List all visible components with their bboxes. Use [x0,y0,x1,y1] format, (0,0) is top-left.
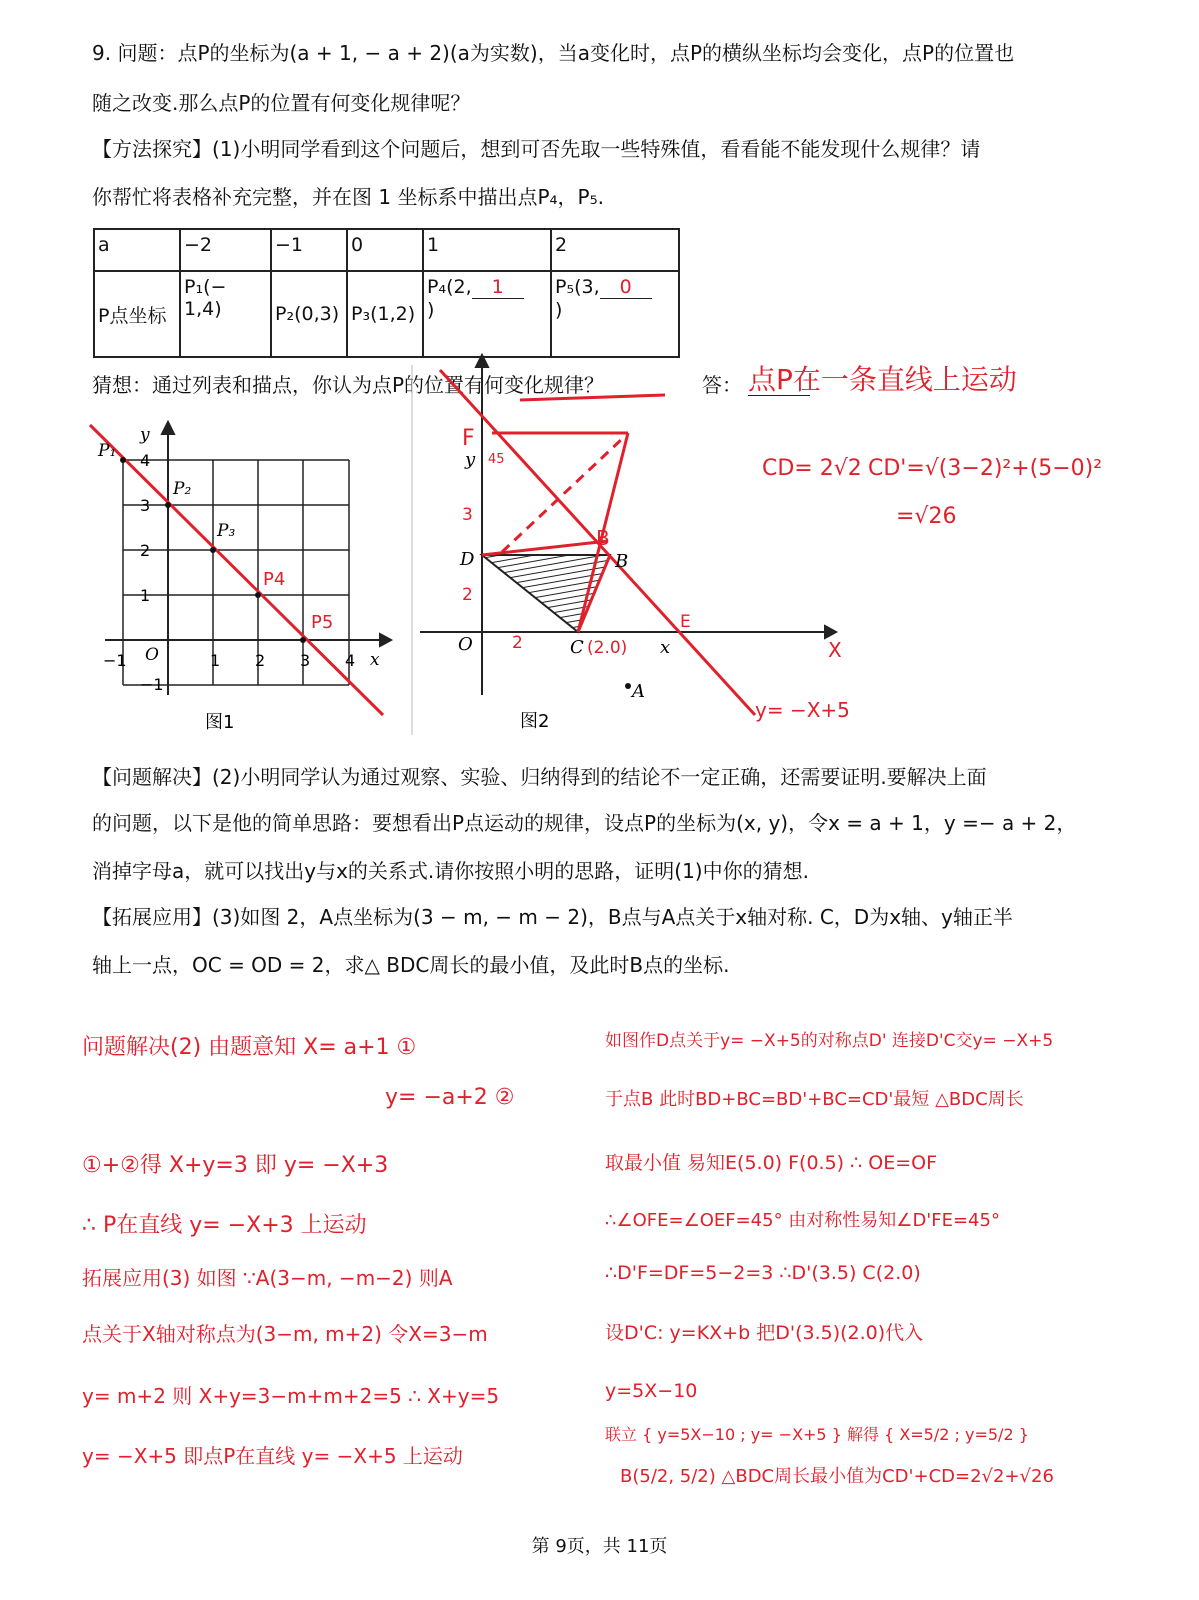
solution-left-line: 问题解决(2) 由题意知 X= a+1 ① [82,1035,417,1060]
coordinate-table [93,228,680,358]
solution-right-line: ∴D'F=DF=5−2=3 ∴D'(3.5) C(2.0) [605,1262,921,1284]
question-line-1: 9. 问题：点P的坐标为(a + 1, − a + 2)(a为实数)，当a变化时，点P的横纵坐标均会变化，点P的位置也 [92,41,1015,65]
table-header-cell: −2 [180,229,271,271]
figure1-red-line [90,425,383,715]
figure1-p3: P₃ [217,521,236,541]
solution-right-line: y=5X−10 [605,1380,698,1402]
conjecture-text: 猜想：通过列表和描点，你认为点P的位置有何变化规律？ [92,373,605,397]
solution-right-line: 取最小值 易知E(5.0) F(0.5) ∴ OE=OF [605,1152,938,1174]
figure2-origin: O [458,634,473,655]
figure-2 [410,345,850,740]
table-cell-p2: P₂(0,3) [271,271,347,357]
figure2-caption: 图2 [520,711,550,732]
figure2-len3: 3 [462,505,473,525]
p5-prefix: P₅(3, [555,276,600,298]
solution-right-line: 如图作D点关于y= −X+5的对称点D' 连接D'C交y= −X+5 [605,1031,1054,1051]
figure1-tick: 3 [140,496,151,515]
table-cell-p3: P₃(1,2) [347,271,423,357]
figure2-x-label: x [660,637,671,658]
figure1-tick: 2 [255,651,266,670]
figure1-tick: 4 [345,651,356,670]
figure2-len2-x: 2 [512,633,523,653]
figure1-caption: 图1 [205,712,235,733]
figure1-tick: −1 [140,675,164,694]
method-line-1: 【方法探究】(1)小明同学看到这个问题后，想到可否先取一些特殊值，看看能不能发现什么规律？请 [92,137,981,161]
solution-left-line: y= −a+2 ② [385,1085,515,1110]
figure1-y-label: y [140,425,150,445]
table-header-cell: 1 [423,229,551,271]
figure1-p5: P5 [311,612,334,633]
note-cd: CD= 2√2 [762,456,862,481]
p4-answer: 1 [472,276,524,299]
problem2-line-1: 【问题解决】(2)小明同学认为通过观察、实验、归纳得到的结论不一定正确，还需要证明.要解决上面 [92,765,987,789]
figure2-a-label: A [632,681,645,702]
table-header-cell: 2 [551,229,679,271]
page-footer: 第 9页，共 11页 [531,1536,668,1557]
figure2-line-eq: y= −X+5 [755,698,850,722]
figure2-b-hw: B [596,526,610,550]
figure1-origin: O [145,645,159,665]
table-header-cell: 0 [347,229,423,271]
solution-left-line: ∴ P在直线 y= −X+3 上运动 [82,1213,367,1238]
figure2-d-label: D [460,549,475,570]
solution-right-line: 设D'C: y=KX+b 把D'(3.5)(2.0)代入 [605,1322,924,1344]
solution-left-line: ①+②得 X+y=3 即 y= −X+3 [82,1153,389,1178]
figure2-e-label: E [680,612,691,632]
table-header-cell: −1 [271,229,347,271]
figure1-p4: P4 [263,569,286,590]
figure2-axes [420,355,836,695]
table-header-a: a [94,229,180,271]
figure2-y-label: y [465,449,476,470]
figure1-p2: P₂ [173,479,192,499]
problem2-line-3: 消掉字母a，就可以找出y与x的关系式.请你按照小明的思路，证明(1)中你的猜想. [92,859,809,883]
question-line-2: 随之改变.那么点P的位置有何变化规律呢？ [92,91,471,115]
figure1-p1: P₁ [98,441,117,461]
p5-answer: 0 [600,276,652,299]
figure1-tick: 1 [210,651,221,670]
figure1-tick: 1 [140,586,151,605]
table-row-label: P点坐标 [94,271,180,357]
figure2-b-label: B [615,551,629,572]
figure1-tick: 4 [140,451,151,470]
figure1-tick: −1 [103,651,127,670]
solution-right-line: 于点B 此时BD+BC=BD'+BC=CD'最短 △BDC周长 [605,1089,1024,1110]
answer-label: 答： [702,373,742,397]
solution-right-line: 联立 { y=5X−10 ; y= −X+5 } 解得 { X=5/2 ; y=5/2 } [605,1425,1029,1444]
figure2-c-label: C [570,637,584,658]
method-line-2: 你帮忙将表格补充完整，并在图 1 坐标系中描出点P₄，P₅. [92,185,604,209]
p5-close: ) [555,299,563,321]
solution-left-line: y= −X+5 即点P在直线 y= −X+5 上运动 [82,1444,463,1468]
figure2-angle: 45 [488,452,505,467]
figure2-xaxis-hw: X [828,638,842,662]
solution-left-line: y= m+2 则 X+y=3−m+m+2=5 ∴ X+y=5 [82,1384,500,1408]
solution-right-line: B(5/2, 5/2) △BDC周长最小值为CD'+CD=2√2+√26 [620,1466,1054,1487]
figure2-len2-y: 2 [462,585,473,605]
solution-left-line: 拓展应用(3) 如图 ∵A(3−m, −m−2) 则A [82,1266,453,1290]
p4-close: ) [427,299,435,321]
figure-1 [85,410,405,740]
note-cd-prime: CD'=√(3−2)²+(5−0)² [868,456,1103,481]
solution-right-line: ∴∠OFE=∠OEF=45° 由对称性易知∠D'FE=45° [605,1210,1000,1231]
table-cell-p1: P₁(− 1,4) [180,271,271,357]
figure2-f-label: F [462,426,475,451]
problem3-line-1: 【拓展应用】(3)如图 2，A点坐标为(3 − m, − m − 2)，B点与A点关于x轴对称. C，D为x轴、y轴正半 [92,905,1013,929]
problem3-line-2: 轴上一点，OC = OD = 2，求△ BDC周长的最小值，及此时B点的坐标. [92,953,730,977]
solution-left-line: 点关于X轴对称点为(3−m, m+2) 令X=3−m [82,1322,488,1346]
point-a [625,683,631,689]
figure1-tick: 2 [140,541,151,560]
p4-prefix: P₄(2, [427,276,472,298]
conjecture-answer: 点P在一条直线上运动 [748,363,1017,396]
figure1-x-label: x [370,650,380,670]
figure2-c-coord: (2.0) [587,638,628,658]
note-cd-prime-value: =√26 [896,504,957,529]
problem2-line-2: 的问题，以下是他的简单思路：要想看出P点运动的规律，设点P的坐标为(x, y)，令x = a + 1，y =− a + 2， [92,811,1077,835]
triangle-bdc [482,555,610,632]
figure1-tick: 3 [300,651,311,670]
